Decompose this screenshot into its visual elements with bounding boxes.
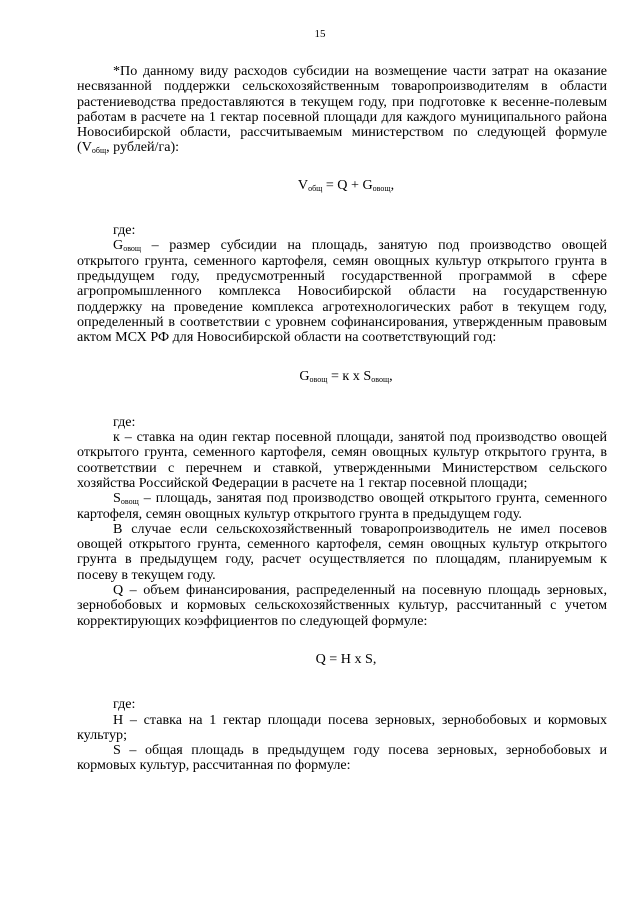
formula-v-total: $V_{общ} = Q + G_{овощ}$,	[297, 176, 395, 193]
intro-subscript: общ	[91, 146, 107, 156]
intro-tail: , рублей/га):	[106, 139, 180, 156]
g-definition: $G_{овощ}$ – размер субсидии на площадь, занятую под производство овощей открытого грунта, семенного картофеля, семян овощных культур открытого грунта в предыдущем году, предусмотренный государственной программой в сфере агропромышленного комплекса Новосибирской области на государственную поддержку на проведение комплекса агротехнологических работ в текущем году, определенный в соответствии с уровнем софинансирования, утвержденным правовым актом МСХ РФ для Новосибирской области на соответствующий год:	[77, 237, 607, 346]
case-paragraph: В случае если сельскохозяйственный товаропроизводитель не имел посевов овощей открытого грунта, семенного картофеля, семян овощных культур открытого грунта в предыдущем году, расчет осуществляется по площадям, планируемым к посеву в текущем году.	[77, 520, 607, 583]
h-definition: Н – ставка на 1 гектар площади посева зерновых, зернобобовых и кормовых культур;	[77, 711, 607, 743]
document-body	[77, 64, 607, 774]
where-label-2: где:	[113, 413, 136, 430]
s-veg-definition: $S_{овощ}$ – площадь, занятая под производство овощей открытого грунта, семенного картофеля, семян овощных культур открытого грунта в предыдущем году.	[77, 490, 607, 522]
s-total-definition: S – общая площадь в предыдущем году посева зерновых, зернобобовых и кормовых культур, рассчитанная по формуле:	[77, 742, 607, 774]
page-number: 15	[314, 28, 326, 40]
k-definition: к – ставка на один гектар посевной площади, занятой под производство овощей открытого грунта, семенного картофеля, семян овощных культур открытого грунта, в соответствии с перечнем и ставкой, утвержденными Министерством сельского хозяйства Российской Федерации в расчете на 1 гектар посевной площади;	[77, 429, 607, 491]
formula-q: Q = Н х S,	[315, 650, 377, 667]
intro-paragraph	[77, 64, 607, 156]
where-label-1: где:	[113, 222, 136, 239]
q-definition: Q – объем финансирования, распределенный на посевную площадь зерновых, зернобобовых и кормовых сельскохозяйственных культур, рассчитанный с учетом корректирующих коэффициентов по следующей формуле:	[77, 582, 607, 629]
formula-g-veg: $G_{овощ} = к$ х $S_{овощ}$,	[299, 368, 393, 385]
intro-text: *По данному виду расходов субсидии на возмещение части затрат на оказание несвязанной поддержки сельскохозяйственным товаропроизводителям в области растениеводства предоставляются в текущем году, при подготовке к весенне-полевым работам в расчете на 1 гектар посевной площади для каждого муниципального района Новосибирской области, рассчитываемым министерством по следующей формуле (V	[77, 63, 607, 156]
where-label-3: где:	[113, 696, 136, 713]
